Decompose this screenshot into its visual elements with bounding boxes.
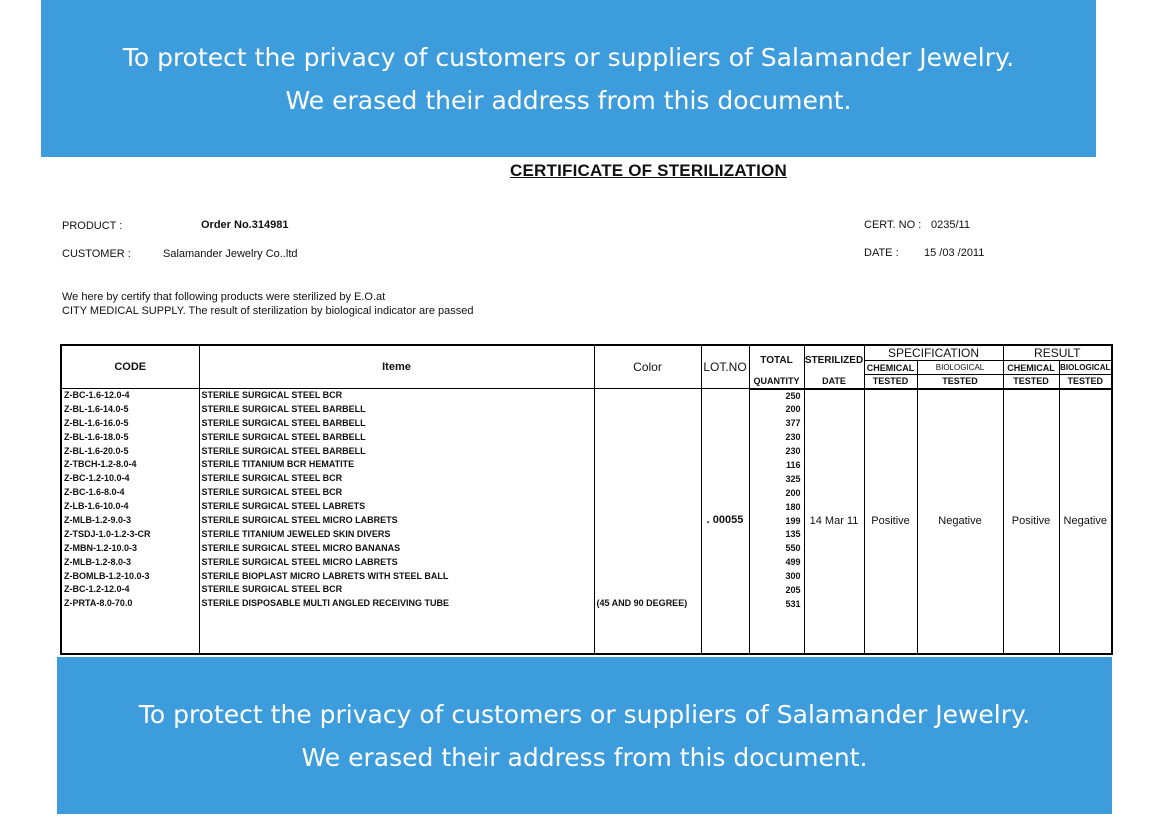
sterilization-statement xyxy=(62,290,473,318)
color-cell xyxy=(595,570,701,584)
sterilized-date-value: 14 Mar 11 xyxy=(809,514,859,527)
header-code: CODE xyxy=(61,345,199,389)
item-cell: STERILE SURGICAL STEEL MICRO BANANAS xyxy=(201,542,401,553)
color-cell: (45 AND 90 DEGREE) xyxy=(596,598,688,609)
item-cell: STERILE DISPOSABLE MULTI ANGLED RECEIVING TUBE xyxy=(201,598,450,609)
quantity-cell: 116 xyxy=(785,459,801,470)
color-cell xyxy=(595,486,701,500)
cert-no-value: 0235/11 xyxy=(931,219,970,231)
item-cell: STERILE SURGICAL STEEL BARBELL xyxy=(201,445,366,456)
header-sterilized: STERILIZED xyxy=(804,345,864,375)
header-result-chemical: CHEMICAL xyxy=(1003,361,1059,375)
code-cell: Z-BC-1.2-10.0-4 xyxy=(64,473,130,484)
item-cell: STERILE SURGICAL STEEL BCR xyxy=(201,487,343,498)
item-cell: STERILE SURGICAL STEEL BCR xyxy=(201,473,343,484)
spec-biological-value: Negative xyxy=(938,514,982,527)
color-cell xyxy=(595,389,701,403)
header-total: TOTAL xyxy=(749,345,804,375)
code-cell: Z-PRTA-8.0-70.0 xyxy=(64,598,133,609)
code-cell: Z-BL-1.6-14.0-5 xyxy=(64,403,129,414)
header-item: Iteme xyxy=(199,345,594,389)
code-cell: Z-MBN-1.2-10.0-3 xyxy=(64,542,138,553)
code-cell: Z-BL-1.6-20.0-5 xyxy=(64,445,129,456)
cert-no-label: CERT. NO : xyxy=(864,219,922,231)
quantity-cell: 300 xyxy=(785,571,801,582)
product-value: Order No.314981 xyxy=(201,219,289,231)
result-chemical-column xyxy=(1003,389,1059,655)
result-chemical-value: Positive xyxy=(1011,514,1051,527)
item-cell: STERILE SURGICAL STEEL BCR xyxy=(201,584,343,595)
code-cell: Z-BL-1.6-16.0-5 xyxy=(64,417,129,428)
document-title: CERTIFICATE OF STERILIZATION xyxy=(510,161,787,180)
quantity-cell: 230 xyxy=(785,446,801,457)
color-cell xyxy=(595,500,701,514)
header-color: Color xyxy=(594,345,701,389)
quantity-cell: 199 xyxy=(785,515,801,526)
lot-column xyxy=(701,389,749,655)
item-cell: STERILE SURGICAL STEEL BARBELL xyxy=(201,403,366,414)
code-cell: Z-TBCH-1.2-8.0-4 xyxy=(64,459,137,470)
header-spec-biological-tested: TESTED xyxy=(917,375,1003,389)
item-cell: STERILE SURGICAL STEEL MICRO LABRETS xyxy=(201,556,398,567)
color-cell xyxy=(595,583,701,597)
quantity-cell: 250 xyxy=(785,390,801,401)
header-result: RESULT xyxy=(1003,345,1112,361)
code-cell: Z-BOMLB-1.2-10.0-3 xyxy=(64,570,150,581)
banner-line-2: We erased their address from this document. xyxy=(285,85,852,115)
sterilized-date-column xyxy=(804,389,864,655)
header-lot-no: LOT.NO xyxy=(701,345,749,389)
color-cell xyxy=(595,528,701,542)
color-cell xyxy=(595,542,701,556)
code-cell: Z-MLB-1.2-8.0-3 xyxy=(64,556,132,567)
spec-chemical-value: Positive xyxy=(871,514,910,527)
banner-line-1: To protect the privacy of customers or suppliers of Salamander Jewelry. xyxy=(138,699,1031,729)
code-cell: Z-BC-1.2-12.0-4 xyxy=(64,584,130,595)
result-biological-value: Negative xyxy=(1063,514,1107,527)
banner-line-1: To protect the privacy of customers or suppliers of Salamander Jewelry. xyxy=(122,42,1015,72)
privacy-banner-bottom xyxy=(57,657,1112,814)
item-cell: STERILE BIOPLAST MICRO LABRETS WITH STEEL BALL xyxy=(201,570,449,581)
header-result-chemical-tested: TESTED xyxy=(1003,375,1059,389)
color-cell xyxy=(595,556,701,570)
customer-label: CUSTOMER : xyxy=(62,248,131,260)
item-cell: STERILE SURGICAL STEEL BCR xyxy=(201,390,343,400)
item-cell: STERILE TITANIUM BCR HEMATITE xyxy=(201,459,355,470)
code-cell: Z-LB-1.6-10.0-4 xyxy=(64,501,129,512)
quantity-cell: 499 xyxy=(785,557,801,568)
product-label: PRODUCT : xyxy=(62,220,123,232)
quantity-cell: 230 xyxy=(785,432,801,443)
quantity-cell: 325 xyxy=(785,473,801,484)
date-label: DATE : xyxy=(864,247,899,259)
item-cell: STERILE SURGICAL STEEL BARBELL xyxy=(201,431,366,442)
code-cell: Z-BC-1.6-8.0-4 xyxy=(64,487,125,498)
color-column xyxy=(594,389,701,655)
color-cell xyxy=(595,458,701,472)
code-cell: Z-BL-1.6-18.0-5 xyxy=(64,431,129,442)
result-biological-column xyxy=(1059,389,1112,655)
code-column xyxy=(61,389,199,655)
code-cell: Z-MLB-1.2-9.0-3 xyxy=(64,515,132,526)
header-quantity: QUANTITY xyxy=(749,375,804,389)
header-spec-biological: BIOLOGICAL xyxy=(917,361,1003,375)
banner-line-2: We erased their address from this document. xyxy=(301,742,868,772)
quantity-cell: 550 xyxy=(785,543,801,554)
quantity-cell: 205 xyxy=(785,584,801,595)
item-cell: STERILE SURGICAL STEEL BARBELL xyxy=(201,417,366,428)
item-cell: STERILE SURGICAL STEEL LABRETS xyxy=(201,501,366,512)
quantity-cell: 531 xyxy=(785,598,801,609)
header-spec-chemical-tested: TESTED xyxy=(864,375,917,389)
privacy-banner-top xyxy=(41,0,1096,157)
header-spec-chemical: CHEMICAL xyxy=(864,361,917,375)
color-cell xyxy=(595,431,701,445)
color-cell xyxy=(595,445,701,459)
color-cell xyxy=(595,514,701,528)
item-cell: STERILE SURGICAL STEEL MICRO LABRETS xyxy=(201,515,398,526)
quantity-cell: 377 xyxy=(785,418,801,429)
header-specification: SPECIFICATION xyxy=(864,345,1003,361)
statement-line-1: We here by certify that following products were sterilized by E.O.at xyxy=(62,291,386,303)
sterilization-table xyxy=(60,344,1113,655)
date-value: 15 /03 /2011 xyxy=(924,247,985,259)
quantity-cell: 180 xyxy=(785,501,801,512)
header-sterilized-date: DATE xyxy=(804,375,864,389)
spec-chemical-column xyxy=(864,389,917,655)
statement-line-2: CITY MEDICAL SUPPLY. The result of sterilization by biological indicator are passed xyxy=(62,305,474,317)
item-cell: STERILE TITANIUM JEWELED SKIN DIVERS xyxy=(201,528,391,539)
quantity-cell: 200 xyxy=(785,404,801,415)
customer-value: Salamander Jewelry Co..ltd xyxy=(163,248,298,260)
header-result-biological-tested: TESTED xyxy=(1059,375,1112,389)
lot-number: . 00055 xyxy=(706,514,744,526)
header-result-biological: BIOLOGICAL xyxy=(1059,361,1112,375)
item-column xyxy=(199,389,594,655)
quantity-cell: 200 xyxy=(785,487,801,498)
code-cell: Z-TSDJ-1.0-1.2-3-CR xyxy=(64,528,151,539)
color-cell xyxy=(595,472,701,486)
code-cell: Z-BC-1.6-12.0-4 xyxy=(64,390,130,400)
spec-biological-column xyxy=(917,389,1003,655)
quantity-cell: 135 xyxy=(785,529,801,540)
color-cell xyxy=(595,417,701,431)
quantity-column xyxy=(749,389,804,655)
color-cell xyxy=(595,403,701,417)
